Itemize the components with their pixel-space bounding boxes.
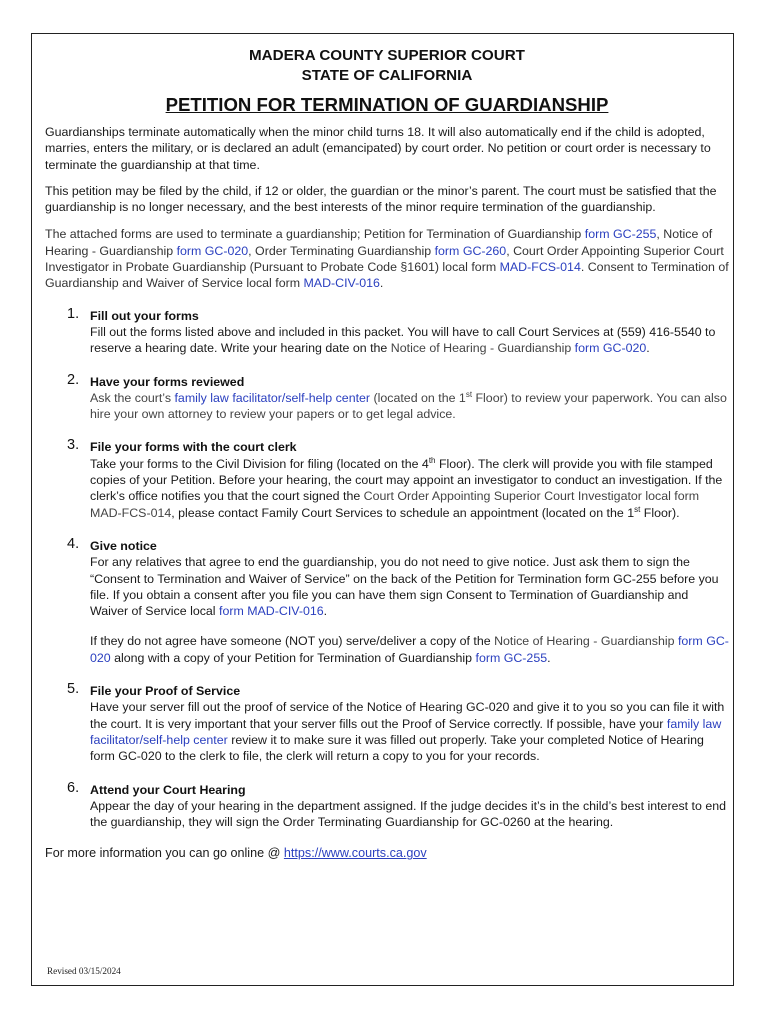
step-body: Appear the day of your hearing in the department assigned. If the judge decides it’s in the child’s best interest to end the guardianship, they will sign the Order Terminating Guardianship for GC-0260 at the hearing. [90, 798, 727, 830]
step-4 [45, 535, 729, 666]
step3-text-a1: Take your forms to the Civil Division for filing (located on the 4 [90, 456, 429, 471]
step3-text-b2: Floor). [640, 505, 680, 520]
steps-list [45, 305, 729, 831]
step-number: 5. [67, 681, 80, 698]
step-5 [45, 683, 729, 764]
step-1 [45, 305, 729, 357]
intro-paragraph-1: Guardianships terminate automatically when the minor child turns 18. It will also automatically end if the child is adopted, marries, enters the military, or is declared an adult (emancipated) by court order. No petition or court order is necessary to terminate the guardianship at that time. [45, 125, 711, 172]
intro-paragraph-2: This petition may be filed by the child, if 12 or older, the guardian or the minor’s parent. The court must be satisfied that the guardianship is no longer necessary, and the best interests of the minor require termination of the guardianship. [45, 183, 717, 215]
step3-sup2: st [634, 504, 641, 514]
intro3-text-c: , Order Terminating Guardianship [248, 243, 435, 258]
step5-text-a: Have your server fill out the proof of service of the Notice of Hearing GC-020 and give it to you so you can file it with the court. It is very important that your server fills out the Proof of Service correctly. If possible, have your [90, 700, 725, 731]
step-body [90, 456, 729, 521]
step4-text2-a: If they do not agree have someone (NOT you) serve/deliver a copy of the [90, 634, 495, 649]
form-mad-fcs-014-link[interactable]: MAD-FCS-014 [499, 260, 581, 275]
form-mad-civ-016-link[interactable]: form MAD-CIV-016 [219, 604, 324, 619]
step-heading: File your Proof of Service [90, 684, 241, 699]
step-number: 1. [67, 305, 80, 322]
court-name: MADERA COUNTY SUPERIOR COURT [249, 47, 525, 64]
intro-paragraph-3 [45, 226, 729, 291]
form-gc-020-link[interactable]: form GC-020 [574, 341, 647, 356]
courts-website-link[interactable]: https://www.courts.ca.gov [283, 846, 427, 861]
intro3-text-b: , Notice of Hearing - Guardianship [45, 227, 713, 258]
form-gc-020-link[interactable]: form GC-020 [90, 634, 729, 665]
step4-text2-b: along with a copy of your Petition for Termination of Guardianship [110, 650, 476, 665]
court-state: STATE OF CALIFORNIA [301, 66, 473, 84]
court-header [45, 46, 729, 85]
step-heading: Have your forms reviewed [90, 374, 245, 389]
intro3-text-e: . Consent to Termination of Guardianship and Waiver of Service local form [45, 260, 729, 291]
document-body [45, 46, 729, 862]
step-number: 2. [67, 371, 80, 388]
step-number: 4. [67, 535, 80, 552]
step-number: 3. [67, 437, 80, 454]
step-body [90, 699, 729, 764]
step3-sup1: th [428, 455, 436, 465]
revision-date: Revised 03/15/2024 [47, 966, 121, 976]
intro3-text-a: The attached forms are used to terminate a guardianship; Petition for Termination of Guardianship [45, 227, 585, 242]
step3-text-b1: , please contact Family Court Services to schedule an appointment (located on the 1 [171, 505, 635, 520]
step2-text-b2: Floor) to review your paperwork. You can also hire your own attorney to review your papers or to get legal advice. [90, 390, 727, 422]
form-gc-255-link[interactable]: form GC-255 [475, 650, 548, 665]
intro3-text-f: . [379, 276, 384, 291]
step2-text-a: Ask the court’s [90, 390, 175, 405]
form-gc-260-link[interactable]: form GC-260 [434, 243, 507, 258]
self-help-center-link[interactable]: family law facilitator/self-help center [174, 390, 371, 405]
step-heading: Give notice [90, 538, 157, 553]
step-heading: File your forms with the court clerk [90, 440, 297, 455]
step-body [90, 554, 729, 619]
step-heading: Attend your Court Hearing [90, 782, 246, 797]
intro3-text-d: , Court Order Appointing Superior Court Investigator in Probate Guardianship (Pursuant to Probate Code §1601) local form [45, 243, 724, 275]
step-3 [45, 439, 729, 520]
step1-text-grey: Notice of Hearing - Guardianship [390, 341, 575, 356]
self-help-center-link[interactable]: family law facilitator/self-help center [90, 716, 722, 747]
step-number: 6. [67, 779, 80, 796]
step4-text2-c: . [547, 650, 551, 665]
step2-text-b1: (located on the 1 [370, 390, 466, 405]
more-info-text: For more information you can go online @ [45, 846, 284, 861]
step-body [90, 324, 729, 357]
step1-text-b: . [646, 341, 650, 356]
more-info-line [45, 845, 729, 861]
step1-text-a: Fill out the forms listed above and included in this packet. You will have to call Court Services at (559) 416-5540 to reserve a hearing date. Write your hearing date on the [90, 324, 716, 356]
step-body [90, 390, 729, 423]
step5-text-b: review it to make sure it was filled out properly. Take your completed Notice of Hearing form GC-020 to the clerk to file, the clerk will return a copy to you for your records. [90, 732, 704, 764]
step3-text-grey: Court Order Appointing Superior Court Investigator local form MAD-FCS-014 [90, 489, 700, 520]
step-body-secondary [90, 633, 729, 666]
step4-text-a: For any relatives that agree to end the guardianship, you do not need to give notice. Just ask them to sign the “Consent to Termination and Waiver of Service” on the back of the Petition for Termination form GC-255 before you file. If you obtain a consent after you file you can have them sign Consent to Termination of Guardianship and Waiver of Service local [90, 555, 719, 619]
step3-text-a2: Floor). The clerk will provide you with file stamped copies of your Petition. Before your hearing, the court may appoint an investigator to conduct an investigation. If the clerk’s office notifies you that the court signed the [90, 456, 723, 504]
step-2 [45, 371, 729, 423]
form-mad-civ-016-link[interactable]: MAD-CIV-016 [303, 276, 380, 291]
form-gc-020-link[interactable]: form GC-020 [176, 243, 249, 258]
step2-sup: st [465, 389, 473, 399]
step-heading: Fill out your forms [90, 308, 199, 323]
step4-text2-grey: Notice of Hearing - Guardianship [494, 634, 678, 649]
page-title: PETITION FOR TERMINATION OF GUARDIANSHIP [165, 94, 609, 115]
step4-text-b: . [323, 604, 328, 619]
step-6 [45, 779, 729, 831]
form-gc-255-link[interactable]: form GC-255 [584, 227, 657, 242]
